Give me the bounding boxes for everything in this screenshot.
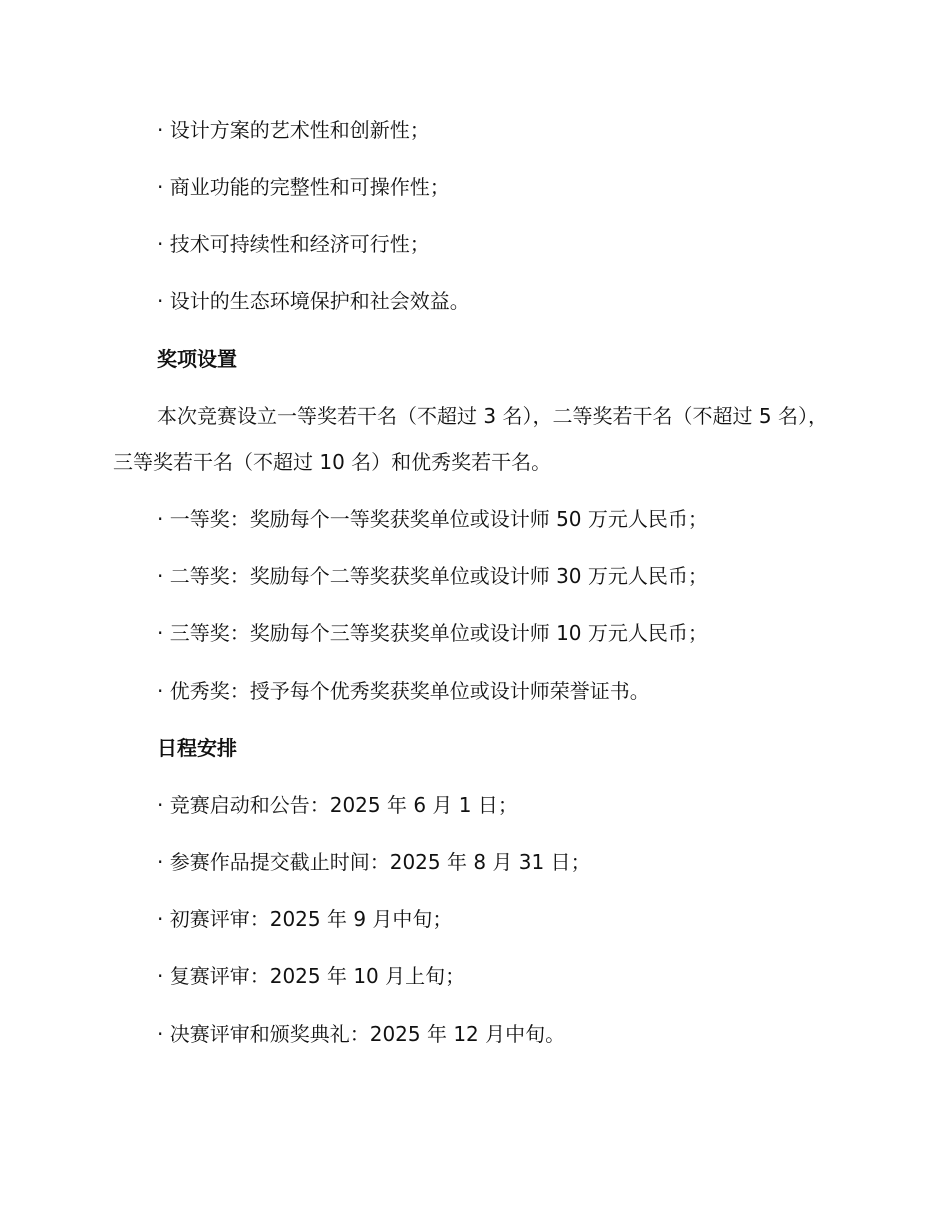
criteria-item: · 商业功能的完整性和可操作性； — [157, 175, 450, 199]
awards-intro-paragraph: 本次竞赛设立一等奖若干名（不超过 3 名），二等奖若干名（不超过 5 名），三等奖若干名（不超过 10 名）和优秀奖若干名。 — [113, 404, 828, 474]
awards-heading: 奖项设置 — [157, 347, 237, 371]
criteria-item: · 设计方案的艺术性和创新性； — [157, 118, 430, 142]
criteria-item: · 技术可持续性和经济可行性； — [157, 232, 430, 256]
schedule-item: · 复赛评审：2025 年 10 月上旬； — [157, 964, 466, 988]
award-item: · 三等奖：奖励每个三等奖获奖单位或设计师 10 万元人民币； — [157, 621, 708, 645]
schedule-item: · 初赛评审：2025 年 9 月中旬； — [157, 907, 453, 931]
criteria-item: · 设计的生态环境保护和社会效益。 — [157, 289, 470, 313]
schedule-item: · 决赛评审和颁奖典礼：2025 年 12 月中旬。 — [157, 1022, 566, 1046]
schedule-item: · 竞赛启动和公告：2025 年 6 月 1 日； — [157, 793, 518, 817]
schedule-heading: 日程安排 — [157, 736, 237, 760]
award-item: · 一等奖：奖励每个一等奖获奖单位或设计师 50 万元人民币； — [157, 507, 708, 531]
award-item: · 二等奖：奖励每个二等奖获奖单位或设计师 30 万元人民币； — [157, 564, 708, 588]
award-item: · 优秀奖：授予每个优秀奖获奖单位或设计师荣誉证书。 — [157, 679, 650, 703]
schedule-item: · 参赛作品提交截止时间：2025 年 8 月 31 日； — [157, 850, 591, 874]
